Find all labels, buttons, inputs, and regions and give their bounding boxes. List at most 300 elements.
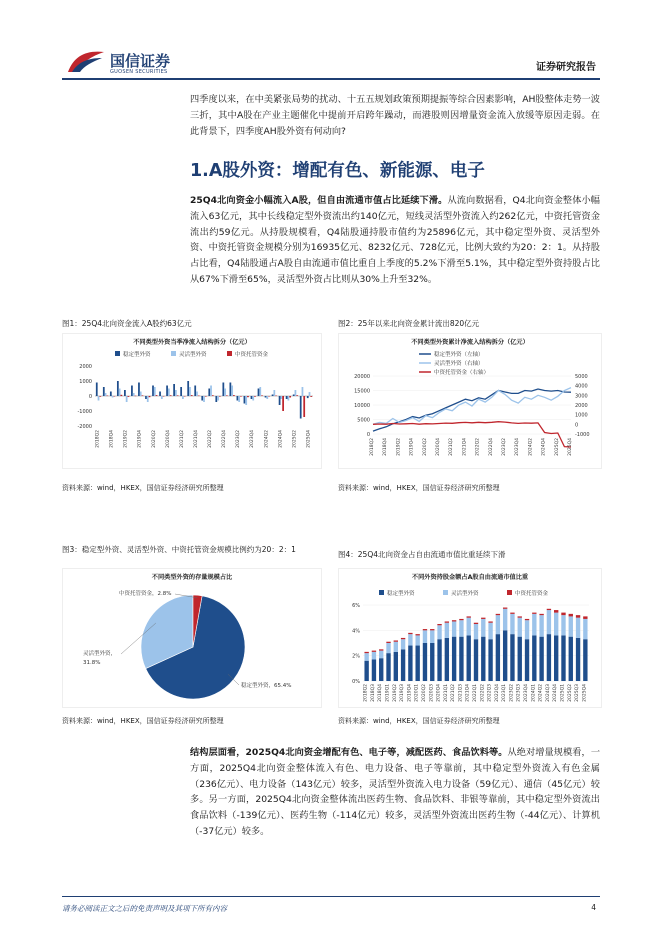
bar-0-26 <box>279 396 281 405</box>
fig3-caption: 图3：稳定型外资、灵活型外资、中资托管资金规模比例约为20：2：1 <box>62 545 296 554</box>
bar-1-22 <box>252 396 254 401</box>
bar-1-5 <box>133 393 135 396</box>
bar-0-14 <box>467 635 471 681</box>
x-tick-label: 2022Q4 <box>494 684 500 702</box>
bar-0-21 <box>518 637 522 681</box>
bar-0-8 <box>152 386 154 397</box>
pie-label-1: 灵活型外资， <box>83 651 117 657</box>
legend-swatch-0 <box>379 590 384 595</box>
bar-2-17 <box>219 396 221 397</box>
bar-2-6 <box>142 395 144 396</box>
x-tick-label: 2025Q1 <box>560 684 566 702</box>
paragraph-1-lead: 25Q4北向资金小幅流入A股，但自由流通市值占比延续下滑。 <box>190 195 448 206</box>
bar-0-20 <box>237 396 239 401</box>
bar-2-27 <box>561 613 565 616</box>
x-tick-label: 2024Q2 <box>528 438 534 456</box>
bar-0-6 <box>408 646 412 681</box>
bar-0-16 <box>481 637 485 681</box>
bar-2-17 <box>488 621 492 622</box>
bar-0-1 <box>372 659 376 681</box>
bar-2-9 <box>430 629 434 630</box>
bar-0-5 <box>401 649 405 681</box>
y-tick-label: -1000 <box>77 409 92 415</box>
bar-0-8 <box>423 643 427 681</box>
footer-disclaimer: 请务必阅读正文之后的免责声明及其项下所有内容 <box>62 904 227 913</box>
page-number: 4 <box>591 903 596 912</box>
bar-0-27 <box>286 396 288 399</box>
x-tick-label: 2022Q2 <box>208 430 214 448</box>
bar-2-4 <box>394 640 398 641</box>
bar-0-18 <box>222 383 224 397</box>
bar-1-9 <box>161 396 163 399</box>
bar-0-13 <box>187 381 189 396</box>
bar-0-24 <box>539 637 543 681</box>
bar-0-25 <box>272 395 274 397</box>
bar-1-5 <box>401 639 405 649</box>
y-left-tick-label: 5000 <box>357 417 370 424</box>
legend-label-1: 灵活型外资 <box>179 352 207 358</box>
fig2-caption: 图2：25年以来北向资金累计流出820亿元 <box>338 319 480 328</box>
bar-2-3 <box>120 395 122 396</box>
bar-1-18 <box>224 389 226 397</box>
bar-0-19 <box>229 383 231 397</box>
bar-1-12 <box>452 621 456 636</box>
legend-label-2: 中资托管资金（右轴） <box>434 370 490 376</box>
x-tick-label: 2020Q2 <box>421 684 427 702</box>
bar-0-17 <box>215 396 217 402</box>
bar-1-27 <box>561 615 565 635</box>
x-tick-label: 2021Q2 <box>179 430 185 448</box>
bar-1-16 <box>210 386 212 397</box>
y-left-tick-label: 20000 <box>354 374 370 380</box>
legend-label-2: 中资托管资金 <box>515 591 549 597</box>
bar-1-29 <box>576 618 580 638</box>
x-tick-label: 2018Q4 <box>109 430 115 448</box>
x-tick-label: 2019Q4 <box>137 430 143 448</box>
report-type: 证券研究报告 <box>536 62 596 73</box>
y-tick-label: -2000 <box>77 424 92 430</box>
legend-swatch-1 <box>443 590 448 595</box>
bar-1-30 <box>583 619 587 639</box>
bar-0-3 <box>117 381 119 396</box>
bar-2-16 <box>481 618 485 619</box>
x-tick-label: 2024Q4 <box>541 438 547 456</box>
bar-2-13 <box>459 619 463 620</box>
bar-0-27 <box>561 635 565 681</box>
x-tick-label: 2024Q4 <box>553 684 559 702</box>
bar-0-21 <box>244 396 246 404</box>
legend-swatch-1 <box>171 351 176 356</box>
bar-2-15 <box>205 396 207 397</box>
y-tick-label: 6% <box>352 603 360 609</box>
bar-1-23 <box>259 387 261 396</box>
brand-logo <box>66 48 106 74</box>
bar-1-7 <box>415 635 419 645</box>
y-left-tick-label: 15000 <box>354 388 370 395</box>
bar-0-4 <box>394 652 398 681</box>
bar-1-15 <box>474 624 478 639</box>
fig4-chart <box>338 568 602 708</box>
x-tick-label: 2024Q3 <box>545 684 551 702</box>
legend-swatch-2 <box>227 351 232 356</box>
x-tick-label: 2019Q4 <box>407 684 413 702</box>
bar-0-13 <box>459 637 463 681</box>
bar-0-12 <box>452 637 456 681</box>
x-tick-label: 2019Q1 <box>385 684 391 702</box>
bar-2-20 <box>240 396 242 397</box>
fig4-caption: 图4：25Q4北向资金占自由流通市值比重延续下滑 <box>338 550 506 559</box>
bar-1-0 <box>364 653 368 661</box>
bar-1-14 <box>196 392 198 397</box>
bar-1-4 <box>394 642 398 652</box>
bar-0-25 <box>547 634 551 681</box>
x-tick-label: 2021Q2 <box>449 438 455 456</box>
x-tick-label: 2020Q2 <box>151 430 157 448</box>
y-tick-label: 4% <box>352 628 360 635</box>
fig1-chart <box>62 333 322 469</box>
bar-2-26 <box>554 610 558 613</box>
legend-label-1: 灵活型外资（右轴） <box>434 361 484 367</box>
bar-0-29 <box>576 638 580 681</box>
chart-title: 不同类型外资当季净流入结构拆分（亿元） <box>133 339 251 346</box>
bar-0-23 <box>532 635 536 681</box>
bar-2-21 <box>518 616 522 617</box>
bar-0-4 <box>124 390 126 396</box>
y-right-tick-label: 2000 <box>575 403 588 409</box>
bar-1-9 <box>430 630 434 643</box>
x-tick-label: 2020Q1 <box>414 684 420 702</box>
x-tick-label: 2020Q2 <box>422 438 428 456</box>
bar-1-11 <box>445 623 449 638</box>
bar-0-26 <box>554 635 558 681</box>
x-tick-label: 2018Q2 <box>363 684 369 702</box>
x-tick-label: 2020Q4 <box>436 684 442 702</box>
bar-1-2 <box>112 396 114 398</box>
bar-1-20 <box>238 396 240 402</box>
bar-1-6 <box>408 634 412 645</box>
fig3-source: 资料来源：wind，HKEX，国信证券经济研究所整理 <box>62 717 224 725</box>
bar-2-14 <box>198 396 200 397</box>
y-tick-label: 2% <box>352 653 360 660</box>
legend-label-0: 稳定型外资 <box>387 591 415 597</box>
bar-1-26 <box>280 396 282 399</box>
intro-paragraph: 四季度以来，在中美紧张局势的扰动、十五五规划政策预期提振等综合因素影响，AH股整体走势一波三折，其中A股在产业主题催化中提前开启跨年躁动，而港股则因增量资金流入放缓等原因走弱。在此背景下，四季度AH股外资有何动向? <box>190 94 600 137</box>
bar-0-0 <box>96 383 98 397</box>
brand-name: 国信证券 <box>110 52 171 70</box>
bar-1-11 <box>175 390 177 396</box>
x-tick-label: 2023Q4 <box>515 438 521 456</box>
bar-2-12 <box>452 620 456 621</box>
bar-1-1 <box>372 652 376 660</box>
x-tick-label: 2025Q4 <box>582 684 588 702</box>
y-left-tick-label: 10000 <box>354 403 370 409</box>
x-tick-label: 2019Q3 <box>400 684 406 702</box>
bar-1-8 <box>423 630 427 643</box>
bar-2-1 <box>106 396 108 397</box>
fig2-chart <box>338 333 602 469</box>
bar-2-29 <box>303 396 305 417</box>
fig1-svg <box>63 334 321 468</box>
bar-2-2 <box>113 396 115 397</box>
bar-1-16 <box>481 619 485 637</box>
bar-2-2 <box>379 649 383 650</box>
x-tick-label: 2025Q4 <box>306 430 312 448</box>
x-tick-label: 2025Q3 <box>575 684 581 702</box>
x-tick-label: 2018Q2 <box>95 430 101 448</box>
pie-label-2: 中资托管资金，2.8% <box>119 591 172 597</box>
bar-2-23 <box>532 613 536 614</box>
pie-label-1b: 31.8% <box>83 660 101 666</box>
bar-0-28 <box>569 637 573 681</box>
x-tick-label: 2025Q4 <box>568 438 573 456</box>
y-right-tick-label: 4000 <box>575 383 588 390</box>
bar-0-23 <box>258 389 260 397</box>
bar-2-3 <box>386 642 390 643</box>
bar-2-19 <box>233 395 235 396</box>
bar-0-24 <box>265 396 267 398</box>
bar-1-1 <box>105 393 107 396</box>
bar-1-19 <box>503 609 507 631</box>
chart-title: 不同外资持股金额占A股自由流通市值比重 <box>411 574 529 581</box>
bar-0-10 <box>166 386 168 397</box>
x-tick-label: 2020Q4 <box>436 438 441 456</box>
x-tick-label: 2021Q4 <box>465 684 471 702</box>
series-line-1 <box>373 388 571 425</box>
x-tick-label: 2023Q2 <box>509 684 515 702</box>
bar-2-21 <box>247 396 249 397</box>
legend-swatch-0 <box>115 351 120 356</box>
fig3-svg <box>63 569 321 707</box>
x-tick-label: 2023Q4 <box>250 430 256 448</box>
y-tick-label: 1000 <box>79 379 92 385</box>
bar-2-13 <box>191 395 193 396</box>
x-tick-label: 2025Q2 <box>554 438 560 456</box>
bar-0-7 <box>145 396 147 399</box>
bar-2-22 <box>525 619 529 620</box>
bar-1-28 <box>569 616 573 636</box>
bar-1-8 <box>154 387 156 396</box>
x-tick-label: 2022Q1 <box>473 684 478 702</box>
x-tick-label: 2022Q2 <box>475 438 481 456</box>
fig2-source: 资料来源：wind，HKEX，国信证券经济研究所整理 <box>338 484 500 492</box>
paragraph-1-body: 从流向数据看，Q4北向资金整体小幅流入63亿元，其中长线稳定型外资流出约140亿元，短线灵活型外资流入约262亿元，中资托管资金流出约59亿元。从持股规模看，Q4陆股通持股市值约为25896亿元，其中稳定型外资、灵活型外资、中资托管资金规模分别为16935亿元、8232亿元、728亿元，比例大致约为20：2：1。从持股占比看，Q4陆股通占A股自由流通市值比重自上季度的5.2%下滑至5.1%，其中稳定型外资持股占比从67%下滑至65%，灵活型外资占比则从30%上升至32%。 <box>190 195 600 285</box>
bar-2-25 <box>547 609 551 610</box>
fig1-source: 资料来源：wind，HKEX，国信证券经济研究所整理 <box>62 484 224 492</box>
fig3-chart <box>62 568 322 708</box>
x-tick-label: 2018Q4 <box>378 684 384 702</box>
bar-1-30 <box>309 392 311 396</box>
bar-0-5 <box>131 386 133 397</box>
x-tick-label: 2021Q4 <box>193 430 199 448</box>
bar-1-25 <box>547 610 551 634</box>
bar-2-15 <box>474 623 478 624</box>
paragraph-2-lead: 结构层面看，2025Q4北向资金增配有色、电子等，减配医药、食品饮料等。 <box>190 747 508 758</box>
x-tick-label: 2024Q1 <box>531 684 537 702</box>
bar-2-8 <box>423 629 427 630</box>
y-right-tick-label: 3000 <box>575 393 588 400</box>
bar-1-28 <box>295 390 297 396</box>
y-tick-label: 0 <box>88 394 92 400</box>
x-tick-label: 2024Q4 <box>278 430 284 448</box>
x-tick-label: 2022Q2 <box>480 684 486 702</box>
bar-2-25 <box>275 396 277 397</box>
x-tick-label: 2022Q4 <box>488 438 494 456</box>
bar-0-7 <box>415 646 419 681</box>
bar-1-3 <box>386 643 390 653</box>
bar-2-5 <box>401 638 405 639</box>
bar-2-28 <box>569 614 573 617</box>
bar-0-22 <box>251 396 253 399</box>
bar-1-15 <box>203 396 205 402</box>
x-tick-label: 2021Q1 <box>443 684 449 702</box>
bar-0-12 <box>180 387 182 396</box>
bar-1-19 <box>231 386 233 397</box>
bar-2-11 <box>177 395 179 396</box>
legend-label-0: 稳定型外资（左轴） <box>434 352 484 358</box>
bar-0-17 <box>488 639 492 681</box>
bar-0-2 <box>110 392 112 397</box>
paragraph-2 <box>190 745 600 840</box>
header-divider <box>62 78 600 80</box>
bar-0-30 <box>583 639 587 681</box>
x-tick-label: 2021Q2 <box>451 684 457 702</box>
fig4-svg <box>339 569 601 707</box>
x-tick-label: 2021Q4 <box>462 438 468 456</box>
bar-1-23 <box>532 614 536 636</box>
bar-1-26 <box>554 613 558 636</box>
bar-2-18 <box>226 395 228 396</box>
legend-label-0: 稳定型外资 <box>123 352 151 358</box>
bar-2-30 <box>583 616 587 619</box>
bar-1-12 <box>182 396 184 399</box>
bar-0-28 <box>293 395 295 397</box>
bar-0-29 <box>300 396 302 419</box>
bar-1-25 <box>273 390 275 396</box>
bar-0-1 <box>103 387 105 396</box>
bar-0-18 <box>496 634 500 681</box>
pie-label-0: 稳定型外资，65.4% <box>241 683 292 689</box>
x-tick-label: 2024Q2 <box>538 684 544 702</box>
bar-2-0 <box>99 396 101 397</box>
x-tick-label: 2020Q3 <box>429 684 435 702</box>
y-right-tick-label: 1000 <box>575 412 588 419</box>
x-tick-label: 2021Q3 <box>458 684 464 702</box>
bar-0-15 <box>201 396 203 401</box>
bar-2-5 <box>135 396 137 397</box>
bar-2-9 <box>163 396 165 397</box>
bar-2-23 <box>261 395 263 396</box>
bar-2-10 <box>170 395 172 396</box>
bar-2-0 <box>364 652 368 653</box>
y-right-tick-label: 0 <box>575 422 579 429</box>
bar-2-30 <box>310 396 312 397</box>
bar-1-7 <box>147 396 149 402</box>
bar-2-12 <box>184 396 186 397</box>
bar-1-24 <box>539 615 543 637</box>
legend-swatch-2 <box>507 590 512 595</box>
bar-1-18 <box>496 615 500 634</box>
x-tick-label: 2018Q2 <box>370 438 375 456</box>
bar-1-10 <box>168 389 170 397</box>
bar-2-20 <box>510 613 514 614</box>
chart-title: 不同类型外资的存量规模占比 <box>151 574 233 581</box>
bar-2-4 <box>128 396 130 397</box>
bar-1-20 <box>510 614 514 634</box>
fig2-svg <box>339 334 601 468</box>
bar-2-22 <box>254 396 256 397</box>
paragraph-2-body: 从绝对增量规模看，一方面，2025Q4北向资金整体流入有色、电力设备、电子等靠前，其中稳定型外资流入有色金属（236亿元）、电力设备（143亿元）较多，灵活型外资流入电力设备（59亿元）、通信（45亿元）较多。另一方面，2025Q4北向资金整体流出医药生物、食品饮料、非银等靠前，其中稳定型外资流出食品饮料（-139亿元）、医药生物（-114亿元）较多，灵活型外资流出医药生物（-44亿元）、计算机（-37亿元）较多。 <box>190 747 601 837</box>
section-title: 1.A股外资：增配有色、新能源、电子 <box>190 161 485 181</box>
bar-1-3 <box>119 389 121 397</box>
chart-title: 不同类型外资累计净流入结构拆分（亿元） <box>411 339 529 346</box>
x-tick-label: 2018Q4 <box>383 438 389 456</box>
bar-2-19 <box>503 608 507 609</box>
fig4-source: 资料来源：wind，HKEX，国信证券经济研究所整理 <box>338 717 500 725</box>
x-tick-label: 2022Q3 <box>487 684 493 702</box>
bar-0-11 <box>173 384 175 396</box>
x-tick-label: 2018Q3 <box>370 684 376 702</box>
bar-2-26 <box>282 396 284 411</box>
bar-1-14 <box>467 618 471 636</box>
bar-0-20 <box>510 634 514 681</box>
bar-2-1 <box>372 651 376 652</box>
bar-0-10 <box>437 639 441 681</box>
bar-2-29 <box>576 615 580 618</box>
bar-1-21 <box>245 396 247 405</box>
bar-1-6 <box>140 392 142 397</box>
logo-mark-icon <box>66 48 106 74</box>
bar-1-4 <box>126 396 128 402</box>
bar-2-6 <box>408 633 412 634</box>
bar-1-10 <box>437 625 441 639</box>
bar-0-2 <box>379 658 383 681</box>
x-tick-label: 2019Q2 <box>392 684 398 702</box>
bar-0-6 <box>138 383 140 397</box>
bar-0-3 <box>386 653 390 681</box>
bar-0-16 <box>208 389 210 397</box>
x-tick-label: 2019Q2 <box>396 438 402 456</box>
bar-2-7 <box>415 634 419 635</box>
bar-1-27 <box>288 396 290 401</box>
bar-1-0 <box>98 396 100 401</box>
series-line-0 <box>373 389 571 431</box>
bar-2-10 <box>437 624 441 625</box>
brand-name-en: GUOSEN SECURITIES <box>110 69 168 75</box>
bar-1-2 <box>379 651 383 659</box>
y-tick-label: 0% <box>352 679 360 685</box>
bar-2-7 <box>149 396 151 397</box>
footer-divider <box>62 896 600 897</box>
bar-0-15 <box>474 639 478 681</box>
x-tick-label: 2025Q2 <box>567 684 573 702</box>
legend-label-2: 中资托管资金 <box>235 352 269 358</box>
bar-2-24 <box>268 396 270 397</box>
bar-2-24 <box>539 614 543 615</box>
fig1-caption: 图1：25Q4北向资金流入A股约63亿元 <box>62 319 192 328</box>
bar-0-19 <box>503 630 507 681</box>
y-right-tick-label: -1000 <box>575 432 590 438</box>
bar-1-17 <box>217 396 219 401</box>
x-tick-label: 2023Q3 <box>516 684 522 702</box>
bar-2-14 <box>467 616 471 617</box>
bar-1-21 <box>518 618 522 637</box>
bar-1-13 <box>189 387 191 396</box>
x-tick-label: 2020Q4 <box>165 430 171 448</box>
legend-label-1: 灵活型外资 <box>451 591 479 597</box>
y-left-tick-label: 0 <box>366 432 370 438</box>
bar-1-22 <box>525 620 529 639</box>
bar-0-9 <box>159 392 161 397</box>
